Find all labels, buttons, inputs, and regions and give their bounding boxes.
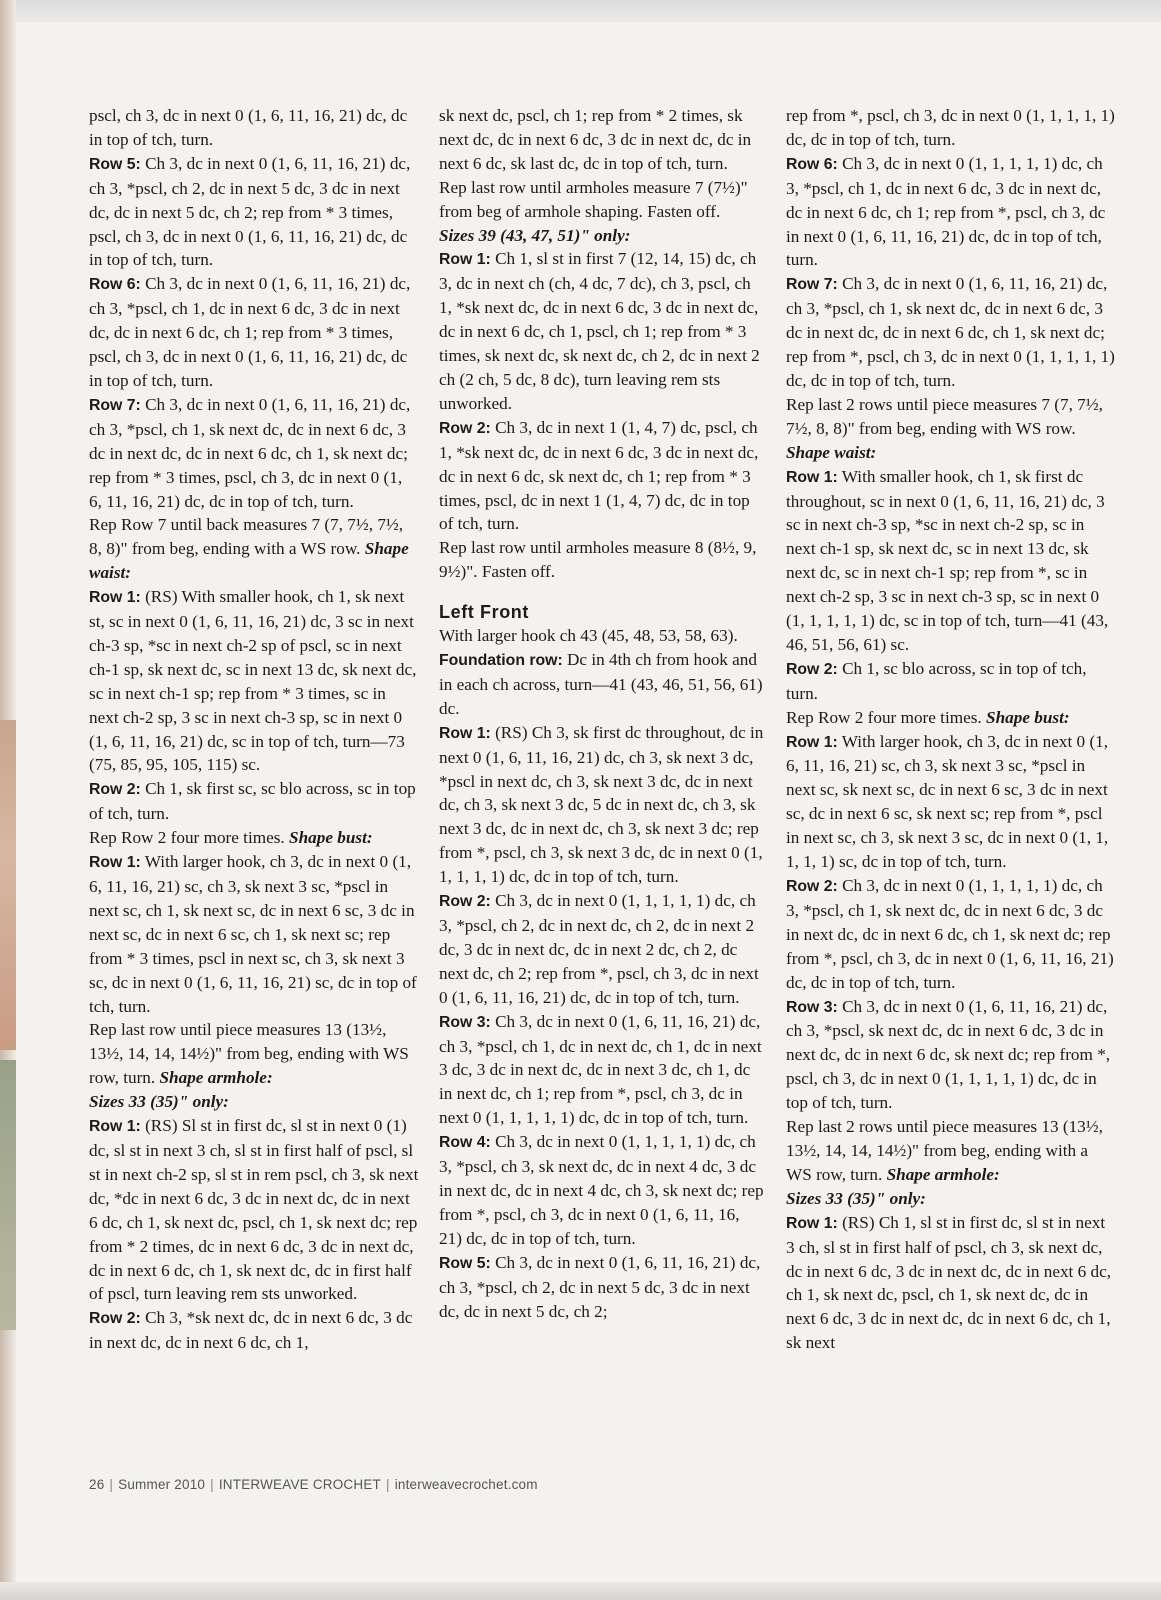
row-instruction — [786, 657, 1116, 706]
repeat-instruction — [89, 826, 419, 850]
row-label: Row 3: — [786, 998, 838, 1016]
row-label: Row 1: — [786, 468, 838, 486]
row-instruction — [89, 585, 419, 777]
repeat-instruction — [786, 1115, 1116, 1187]
row-instruction — [786, 272, 1116, 393]
row-instruction — [89, 850, 419, 1018]
row-label: Row 1: — [89, 854, 141, 872]
repeat-instruction — [786, 706, 1116, 730]
page-footer — [89, 1477, 538, 1492]
row-label: Row 1: — [786, 733, 838, 751]
text-column-2 — [439, 104, 765, 1323]
row-label: Row 6: — [786, 155, 838, 173]
repeat-text: Rep last 2 rows until piece measures 13 (13½, 13½, 14, 14, 14½)" from beg, ending with a WS row, turn. — [786, 1117, 1103, 1184]
section-subhead: Shape armhole: — [886, 1164, 1000, 1184]
row-label: Row 3: — [439, 1013, 491, 1031]
row-instruction — [786, 995, 1116, 1116]
row-label: Row 2: — [439, 893, 491, 911]
facing-page-photo-strip — [0, 1060, 16, 1330]
continued-text: sk next dc, pscl, ch 1; rep from * 2 times, sk next dc, dc in next 6 dc, 3 dc in next dc, dc in next 6 dc, sk last dc, dc in top of tch, turn. — [439, 106, 752, 173]
section-subhead: Shape bust: — [986, 707, 1070, 727]
intro-text: With larger hook ch 43 (45, 48, 53, 58, 63). — [439, 626, 738, 646]
row-text: With smaller hook, ch 1, sk first dc throughout, sc in next 0 (1, 6, 11, 16, 21) dc, 3 sc in next ch-3 sp, *sc in next ch-2 sp, sc in next ch-1 sp, sk next dc, sc in next 13 dc, sk next dc, sc in next ch-1 sp; rep from *, sc in next ch-2 sp, 3 sc in next ch-3 sp, sc in next 0 (1, 1, 1, 1, 1) dc, sc in top of tch, turn—41 (43, 46, 51, 56, 61) sc. — [786, 466, 1109, 654]
row-text: (RS) With smaller hook, ch 1, sk next st, sc in next 0 (1, 6, 11, 16, 21) dc, 3 sc in next ch-3 sp, *sc in next ch-2 sp of pscl, sc in next ch-1 sp, sk next dc, sc in next 13 dc, sk next dc, sc in next ch-1 sp; rep from * 3 times, sc in next ch-2 sp, 3 sc in next ch-3 sp, sc in next 0 (1, 6, 11, 16, 21) dc, sc in top of tch, turn—73 (75, 85, 95, 105, 115) sc. — [89, 587, 417, 775]
row-instruction — [439, 1010, 765, 1131]
repeat-text: Rep Row 7 until back measures 7 (7, 7½, 7½, 8, 8)" from beg, ending with a WS row. — [89, 515, 404, 559]
row-instruction — [439, 1130, 765, 1251]
row-instruction — [439, 247, 765, 415]
row-label: Row 1: — [89, 1118, 141, 1136]
continued-text: rep from *, pscl, ch 3, dc in next 0 (1, 1, 1, 1, 1) dc, dc in top of tch, turn. — [786, 106, 1115, 149]
row-text: Ch 3, dc in next 1 (1, 4, 7) dc, pscl, ch 1, *sk next dc, dc in next 6 dc, 3 dc in next dc, dc in next 6 dc, sk next dc, ch 1; rep from * 3 times, pscl, dc in next 1 (1, 4, 7) dc, dc in top of tch, turn. — [439, 417, 759, 534]
section-heading: Left Front — [439, 602, 529, 623]
row-instruction — [439, 889, 765, 1010]
repeat-instruction — [786, 393, 1116, 465]
row-label: Row 1: — [439, 251, 491, 269]
row-text: (RS) Ch 1, sl st in first dc, sl st in next 3 ch, sl st in first half of pscl, ch 3, sk next dc, dc in next 6 dc, 3 dc in next dc, dc in next 6 dc, ch 1, sk next dc, pscl, ch 1, sk next dc, dc in next 6 dc, 3 dc in next dc, dc in next 6 dc, ch 1, sk next — [786, 1212, 1112, 1353]
repeat-text: Rep last 2 rows until piece measures 7 (7, 7½, 7½, 8, 8)" from beg, ending with WS row. — [786, 394, 1103, 438]
row-label: Row 6: — [89, 276, 141, 294]
row-text: Dc in 4th ch from hook and in each ch across, turn—41 (43, 46, 51, 56, 61) dc. — [439, 650, 763, 718]
row-label: Row 7: — [89, 396, 141, 414]
row-text: Ch 3, dc in next 0 (1, 6, 11, 16, 21) dc, ch 3, *pscl, ch 1, dc in next 6 dc, 3 dc in next dc, dc in next 6 dc, ch 1; rep from * 3 times, pscl, ch 3, dc in next 0 (1, 6, 11, 16, 21) dc, dc in top of tch, turn. — [89, 274, 411, 390]
text-column-1 — [89, 104, 419, 1355]
row-instruction — [439, 721, 765, 889]
repeat-instruction — [89, 1018, 419, 1090]
row-text: Ch 3, dc in next 0 (1, 1, 1, 1, 1) dc, ch 3, *pscl, ch 1, sk next dc, dc in next 6 dc, 3 dc in next dc, dc in next 6 dc, ch 1, sk next dc; rep from *, pscl, ch 3, dc in next 0 (1, 6, 11, 16, 21) dc, dc in top of tch, turn. — [786, 876, 1114, 992]
row-instruction — [89, 1306, 419, 1355]
row-label: Foundation row: — [439, 652, 563, 670]
row-text: Ch 1, sc blo across, sc in top of tch, turn. — [786, 658, 1087, 703]
row-label: Row 2: — [786, 660, 838, 678]
row-instruction — [786, 1211, 1116, 1355]
footer-divider: | — [385, 1477, 390, 1492]
page-number: 26 — [89, 1477, 105, 1492]
row-text: Ch 3, dc in next 0 (1, 1, 1, 1, 1) dc, ch 3, *pscl, ch 2, dc in next dc, ch 2, dc in next 2 dc, 3 dc in next dc, dc in next 2 dc, ch 2, dc next dc, ch 2; rep from *, pscl, ch 3, dc in next 0 (1, 6, 11, 16, 21) dc, dc in top of tch, turn. — [439, 891, 759, 1007]
repeat-text: Rep Row 2 four more times. — [786, 707, 987, 727]
row-label: Row 5: — [439, 1254, 491, 1272]
row-text: Ch 3, dc in next 0 (1, 6, 11, 16, 21) dc, ch 3, *pscl, ch 2, dc in next 5 dc, 3 dc in next dc, dc in next 5 dc, ch 2; — [439, 1252, 761, 1321]
magazine-name: INTERWEAVE CROCHET — [218, 1477, 381, 1492]
row-instruction — [89, 152, 419, 273]
row-label: Row 2: — [786, 878, 838, 895]
footer-divider: | — [109, 1477, 114, 1492]
row-text: Ch 1, sk first sc, sc blo across, sc in top of tch, turn. — [89, 779, 416, 824]
text-column-3 — [786, 104, 1116, 1355]
section-subhead: Shape armhole: — [159, 1068, 273, 1088]
row-label: Row 2: — [89, 781, 141, 799]
facing-page-photo-strip — [0, 720, 16, 1050]
row-text: (RS) Ch 3, sk first dc throughout, dc in next 0 (1, 6, 11, 16, 21) dc, ch 3, sk next 3 dc, *pscl in next dc, ch 3, sk next 3 dc, dc in next dc, ch 3, sk next 3 dc, 5 dc in next dc, ch 3, sk next 3 dc, dc in next dc, ch 3, sk next 3 dc; rep from *, pscl, ch 3, sk next 3 dc, dc in next 0 (1, 1, 1, 1, 1) dc, dc in top of tch, turn. — [439, 722, 764, 887]
row-label: Row 2: — [89, 1310, 141, 1328]
row-instruction — [89, 272, 419, 393]
section-subhead: Shape waist: — [89, 539, 409, 583]
repeat-text: Rep Row 2 four more times. — [89, 828, 290, 848]
row-instruction — [89, 393, 419, 514]
issue-label: Summer 2010 — [118, 1477, 206, 1492]
row-instruction — [439, 1251, 765, 1324]
row-instruction — [786, 730, 1116, 874]
row-text: Ch 3, dc in next 0 (1, 6, 11, 16, 21) dc, ch 3, *pscl, ch 1, dc in next dc, ch 1, dc in next 3 dc, 3 dc in next dc, dc in next 3 dc, ch 1, dc in next dc, ch 1; rep from *, pscl, ch 3, dc in next 0 (1, 1, 1, 1, 1) dc, dc in top of tch, turn. — [439, 1011, 762, 1128]
scan-top-edge — [0, 0, 1161, 22]
row-text: With larger hook, ch 3, dc in next 0 (1, 6, 11, 16, 21) sc, ch 3, sk next 3 sc, *pscl in next sc, ch 1, sk next sc, dc in next 6 sc, 3 dc in next sc, dc in next 6 sc, ch 1, sk next sc; rep from * 3 times, pscl in next sc, ch 3, sk next 3 sc, dc in next 0 (1, 6, 11, 16, 21) sc, dc in top of tch, turn. — [89, 852, 417, 1016]
row-text: Ch 3, dc in next 0 (1, 6, 11, 16, 21) dc, ch 3, *pscl, ch 1, sk next dc, dc in next 6 dc, 3 dc in next dc, dc in next 6 dc, ch 1, sk next dc; rep from *, pscl, ch 3, dc in next 0 (1, 1, 1, 1, 1) dc, dc in top of tch, turn. — [786, 274, 1115, 390]
row-instruction — [439, 416, 765, 537]
row-text: Ch 3, dc in next 0 (1, 1, 1, 1, 1) dc, ch 3, *pscl, ch 3, sk next dc, dc in next 4 dc, 3 dc in next dc, dc in next 4 dc, ch 3, sk next dc; rep from *, pscl, ch 3, dc in next 0 (1, 6, 11, 16, 21) dc, dc in top of tch, turn. — [439, 1132, 764, 1248]
row-instruction — [89, 1114, 419, 1306]
row-label: Row 1: — [89, 589, 141, 607]
continued-text: pscl, ch 3, dc in next 0 (1, 6, 11, 16, 21) dc, dc in top of tch, turn. — [89, 106, 408, 149]
intro-instruction — [439, 624, 765, 721]
row-text: Ch 3, dc in next 0 (1, 6, 11, 16, 21) dc, ch 3, *pscl, ch 1, sk next dc, dc in next 6 dc, 3 dc in next dc, dc in next 6 dc, ch 1, sk next dc; rep from * 3 times, pscl, ch 3, dc in next 0 (1, 6, 11, 16, 21) dc, dc in top of tch, turn. — [89, 394, 411, 511]
row-label: Row 2: — [439, 419, 491, 437]
row-label: Row 1: — [786, 1214, 838, 1232]
row-instruction — [89, 777, 419, 826]
size-note: Sizes 33 (35)" only: — [786, 1188, 926, 1208]
row-label: Row 4: — [439, 1134, 491, 1152]
row-instruction — [786, 465, 1116, 657]
size-note: Sizes 33 (35)" only: — [89, 1092, 229, 1112]
size-note: Sizes 39 (43, 47, 51)" only: — [439, 225, 631, 245]
section-subhead: Shape waist: — [786, 442, 877, 462]
section-subhead: Shape bust: — [289, 828, 373, 848]
row-text: Ch 3, dc in next 0 (1, 1, 1, 1, 1) dc, ch 3, *pscl, ch 1, dc in next 6 dc, 3 dc in next dc, dc in next 6 dc, ch 1; rep from *, pscl, ch 3, dc in next 0 (1, 6, 11, 16, 21) dc, dc in top of tch, turn. — [786, 153, 1106, 270]
repeat-instruction — [89, 513, 419, 585]
row-instruction — [786, 874, 1116, 995]
row-label: Row 5: — [89, 155, 141, 173]
row-text: Ch 3, dc in next 0 (1, 6, 11, 16, 21) dc, ch 3, *pscl, sk next dc, dc in next 6 dc, 3 dc in next dc, dc in next 6 dc, sk next dc; rep from *, pscl, ch 3, dc in next 0 (1, 1, 1, 1, 1) dc, dc in top of tch, turn. — [786, 996, 1111, 1113]
website-link[interactable]: interweavecrochet.com — [394, 1477, 538, 1492]
repeat-text: Rep last row until piece measures 13 (13½, 13½, 14, 14, 14½)" from beg, ending with WS row, turn. — [89, 1020, 409, 1088]
footer-divider: | — [210, 1477, 214, 1492]
row-instruction — [786, 152, 1116, 273]
scan-bottom-edge — [0, 1582, 1161, 1600]
row-label: Row 1: — [439, 724, 491, 742]
row-text: Ch 3, dc in next 0 (1, 6, 11, 16, 21) dc, ch 3, *pscl, ch 2, dc in next 5 dc, 3 dc in next dc, dc in next 5 dc, ch 2; rep from * 3 times, pscl, ch 3, dc in next 0 (1, 6, 11, 16, 21) dc, dc in top of tch, turn. — [89, 153, 411, 270]
repeat-instruction: Rep last row until armholes measure 7 (7½)" from beg of armhole shaping. Fasten off. — [439, 177, 748, 221]
row-text: With larger hook, ch 3, dc in next 0 (1, 6, 11, 16, 21) sc, ch 3, sk next 3 sc, *pscl in next sc, sk next sc, dc in next 6 sc, 3 dc in next sc, dc in next 6 sc, sk next sc; rep from *, pscl in next sc, ch 3, sk next 3 sc, dc in next 0 (1, 1, 1, 1, 1) sc, dc in top of tch, turn. — [786, 731, 1109, 872]
row-label: Row 7: — [786, 276, 838, 294]
row-text: Ch 3, *sk next dc, dc in next 6 dc, 3 dc in next dc, dc in next 6 dc, ch 1, — [89, 1308, 413, 1353]
row-text: (RS) Sl st in first dc, sl st in next 0 (1) dc, sl st in next 3 ch, sl st in first half of pscl, sl st in next ch-2 sp, sl st in rem pscl, ch 3, sk next dc, *dc in next 6 dc, 3 dc in next dc, dc in next 6 dc, ch 1, sk next dc, pscl, ch 1, sk next dc; rep from * 2 times, dc in next 6 dc, 3 dc in next dc, dc in next 6 dc, ch 1, sk next dc, dc in first half of pscl, turn leaving rem sts unworked. — [89, 1116, 419, 1304]
row-text: Ch 1, sl st in first 7 (12, 14, 15) dc, ch 3, dc in next ch (ch, 4 dc, 7 dc), ch 3, pscl, ch 1, *sk next dc, dc in next 6 dc, 3 dc in next dc, dc in next 6 dc, ch 1, pscl, ch 1; rep from * 3 times, sk next dc, sk next dc, ch 2, dc in next 2 ch (2 ch, 5 dc, 8 dc), turn leaving rem sts unworked. — [439, 249, 760, 413]
repeat-instruction: Rep last row until armholes measure 8 (8½, 9, 9½)". Fasten off. — [439, 538, 757, 582]
